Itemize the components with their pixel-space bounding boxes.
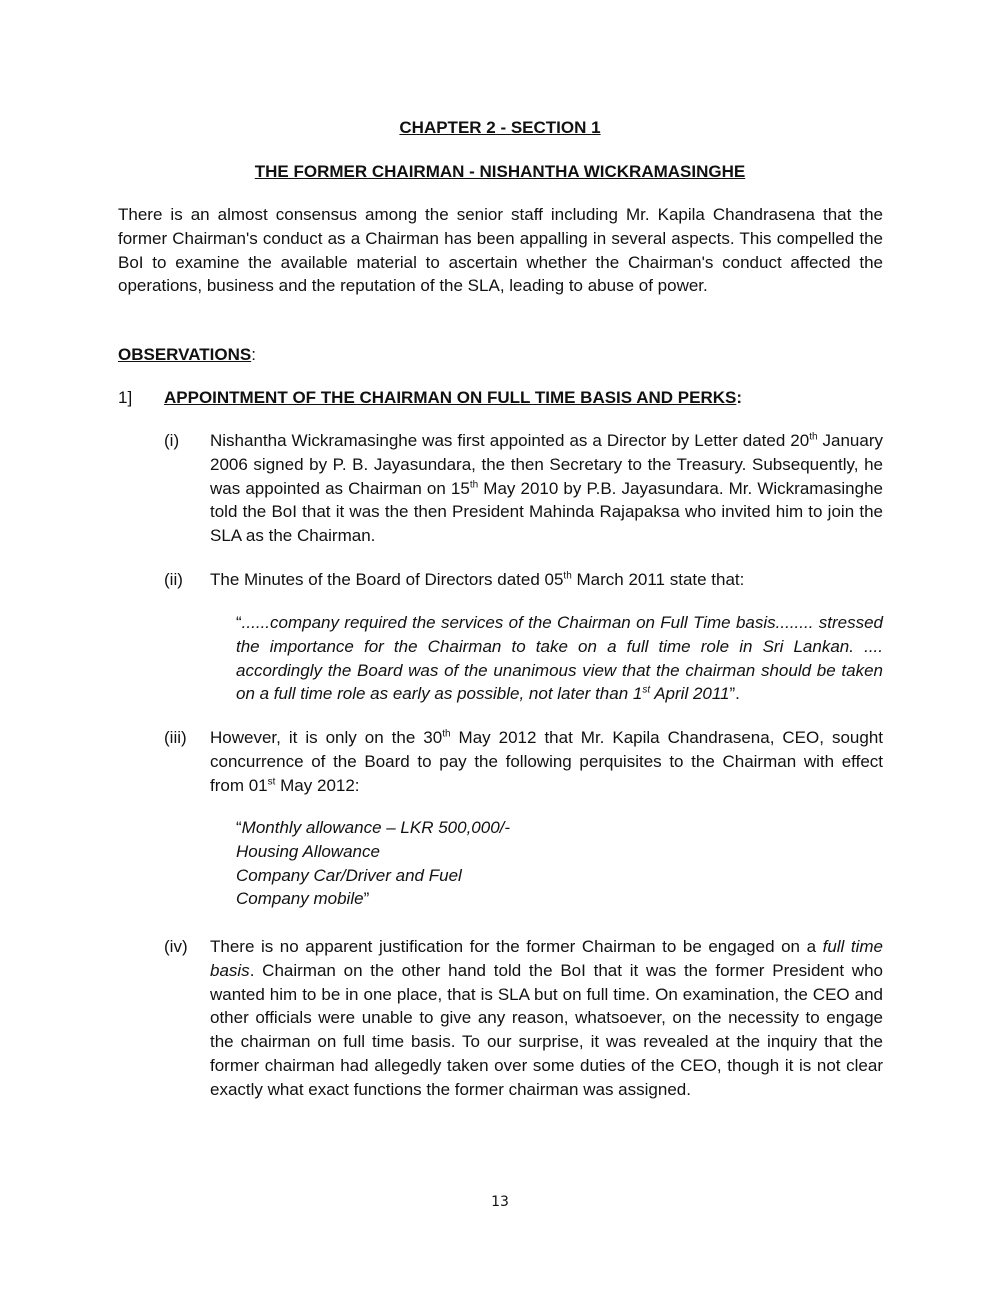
subject-heading: THE FORMER CHAIRMAN - NISHANTHA WICKRAMASINGHE [254, 162, 746, 181]
perk-line [236, 816, 883, 840]
quote-1-open: “ [236, 613, 242, 632]
item-iv-text-b: . Chairman on the other hand told the BoI that it was the former President who wanted him to be in one place, that is SLA but on full time. On examination, the CEO and other officials were unable to give any reason, whatsoever, on the necessity to engage the chairman on full time basis. To our surprise, it was revealed at the inquiry that the former chairman had allegedly taken over some duties of the CEO, though it is not clear exactly what exact functions the former chairman was assigned. [210, 960, 883, 1099]
perk-line: Company Car/Driver and Fuel [236, 865, 462, 885]
item-i-sup-b: th [469, 478, 479, 490]
item-iv-italic: full time basis [210, 937, 884, 980]
section-number: 1] [118, 388, 133, 407]
quote-1-close: ”. [729, 684, 740, 704]
perk-line [236, 887, 883, 911]
quote-1-text-b: April 2011 [650, 684, 730, 704]
observations-label: OBSERVATIONS [118, 345, 252, 364]
item-iii-text-b: May 2012 that Mr. Kapila Chandrasena, CEO, sought concurrence of the Board to pay the following perquisites to the Chairman with effect from 01 [210, 728, 883, 795]
page-number: 13 [491, 1194, 509, 1210]
perk-company-mobile: Company mobile [236, 889, 364, 909]
perquisites-list [236, 816, 883, 911]
item-iii-text [210, 726, 883, 797]
item-iii-sup-b: st [267, 775, 276, 787]
item-i-sup-a: th [809, 431, 818, 443]
item-iii-label: (iii) [164, 728, 187, 747]
section-title-text: APPOINTMENT OF THE CHAIRMAN ON FULL TIME BASIS AND PERKS [164, 388, 737, 407]
quote-2-close: ” [363, 889, 370, 909]
observations-heading [118, 343, 256, 367]
item-iii-text-c: May 2012: [275, 775, 360, 795]
item-i-text-a: Nishantha Wickramasinghe was first appointed as a Director by Letter dated 20 [210, 431, 810, 450]
item-ii-sup-a: th [563, 570, 572, 582]
item-ii-text-b: March 2011 state that: [571, 570, 745, 589]
item-iv-text-a: There is no apparent justification for the former Chairman to be engaged on a [210, 937, 823, 956]
item-i-label: (i) [164, 431, 180, 450]
perk-line: Housing Allowance [236, 841, 380, 861]
board-minutes-quote [236, 611, 883, 706]
intro-paragraph: There is an almost consensus among the senior staff including Mr. Kapila Chandrasena that the former Chairman's conduct as a Chairman has been appalling in several aspects. This compelled the BoI to examine the available material to ascertain whether the Chairman's conduct affected the operations, business and the reputation of the SLA, leading to abuse of power. [118, 205, 883, 296]
item-iii-text-a: However, it is only on the 30 [210, 728, 443, 747]
item-iii-sup-a: th [442, 728, 451, 740]
chapter-heading: CHAPTER 2 - SECTION 1 [399, 118, 601, 137]
quote-1-sup: st [642, 684, 651, 696]
item-ii-text-a: The Minutes of the Board of Directors dated 05 [210, 570, 564, 589]
quote-1-text-a: ......company required the services of the Chairman on Full Time basis........ stressed the importance for the Chairman to take on a full time role in Sri Lankan. .... accordingly the Board was of the unanimous view that the chairman should be taken on a full time role as early as possible, not later than 1 [236, 613, 883, 704]
item-ii-text [210, 568, 883, 592]
item-iv-text [210, 935, 883, 1102]
item-iv-label: (iv) [164, 937, 188, 956]
item-i-text [210, 429, 883, 548]
section-title-colon: : [736, 388, 743, 407]
quote-2-open: “ [236, 818, 242, 837]
item-ii-label: (ii) [164, 570, 183, 589]
item-i-text-c: May 2010 by P.B. Jayasundara. Mr. Wickramasinghe told the BoI that it was the then President Mahinda Rajapaksa who invited him to join the SLA as the Chairman. [210, 478, 883, 546]
observations-colon: : [251, 345, 256, 364]
section-title [164, 386, 742, 410]
item-i-text-b: January 2006 signed by P. B. Jayasundara, the then Secretary to the Treasury. Subsequently, he was appointed as Chairman on 15 [210, 431, 884, 498]
perk-monthly-allowance: Monthly allowance – LKR 500,000/- [241, 818, 511, 837]
